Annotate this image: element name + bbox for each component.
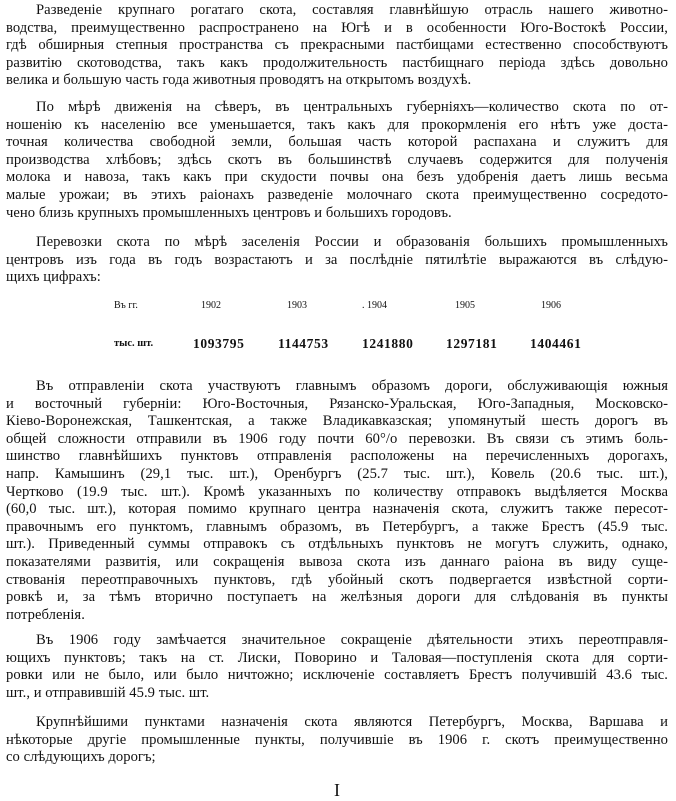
text-line: (60,0 тыс. шт.), которая помимо крупнаго центра назначенія скота, служитъ также пересот- bbox=[6, 501, 668, 518]
text-line: правочнымъ его пунктомъ, главнымъ образомъ, въ Петербургъ, а также Брестъ (45.9 тыс. bbox=[6, 518, 668, 535]
unit-label: тыс. шт. bbox=[114, 338, 154, 349]
text-line: гдѣ обширныя степныя пространства съ прекрасными пастбищами естественно способствуютъ bbox=[6, 37, 668, 54]
text-line: шт.). Приведенный суммы отправокъ съ отдѣльныхъ пунктовъ не могутъ служить, однако, bbox=[6, 536, 668, 553]
paragraph-cattle-breeding bbox=[6, 2, 668, 90]
paragraph-transport-growth bbox=[6, 234, 668, 287]
text-line: ровки или не было, или было ничтожно; исключеніе составляетъ Брестъ получившій 43.6 тыс. bbox=[6, 667, 668, 684]
text-line: и восточный губерніи: Юго-Восточныя, Рязанско-Уральская, Юго-Западныя, Московско- bbox=[6, 395, 668, 412]
paragraph-1906-reduction bbox=[6, 632, 668, 702]
text-line: напр. Камышинъ (29,1 тыс. шт.), Оренбургъ (25.7 тыс. шт.), Ковель (20.6 тыс. шт.), bbox=[6, 465, 668, 482]
text-line: Чертково (19.9 тыс. шт.). Кромѣ указанныхъ по количеству отправокъ выдѣляется Москва bbox=[6, 483, 668, 500]
value-1902: 1093795 bbox=[193, 336, 245, 351]
paragraph-dispatch-roads bbox=[6, 378, 668, 624]
text-line: развитію скотоводства, такъ какъ продолжительность пастбищнаго періода здѣсь довольно bbox=[6, 54, 668, 71]
year-1904: . 1904 bbox=[362, 300, 387, 311]
year-1906: 1906 bbox=[541, 300, 561, 311]
text-line: водства, преимущественно распространено на Югѣ и в особенности Юго-Востокѣ России, bbox=[6, 19, 668, 36]
text-line: ношенію къ населенію все уменьшается, такъ какъ для прокормленія его нѣтъ уже доста- bbox=[6, 116, 668, 133]
value-1904: 1241880 bbox=[362, 336, 414, 351]
value-1903: 1144753 bbox=[278, 336, 329, 351]
text-line: общей сложности отправили въ 1906 году почти 60°/о перевозки. Въ связи съ этимъ боль- bbox=[6, 430, 668, 447]
text-line: По мѣрѣ движенія на сѣверъ, въ центральныхъ губерніяхъ—количество скота по от- bbox=[36, 99, 668, 115]
text-line: велика и большую часть года животныя проводятъ на открытомъ воздухѣ. bbox=[6, 72, 472, 89]
year-1905: 1905 bbox=[455, 300, 475, 311]
text-line: центровъ изъ года въ годъ возрастаютъ и за послѣдніе пятилѣтіе выражаются въ слѣдую- bbox=[6, 251, 668, 268]
text-line: показателями развитія, или сокращенія вывоза скота изъ даннаго раіона въ виду суще- bbox=[6, 553, 668, 570]
text-line: Крупнѣйшими пунктами назначенія скота являются Петербургъ, Москва, Варшава и bbox=[36, 714, 668, 730]
text-line: Въ отправленіи скота участвуютъ главнымъ образомъ дороги, обслуживающія южныя bbox=[36, 378, 668, 394]
year-1902: 1902 bbox=[201, 300, 221, 311]
year-1903: 1903 bbox=[287, 300, 307, 311]
text-line: Кіево-Воронежская, Ташкентская, а также Владикавказская; упомянутый шесть дорогъ въ bbox=[6, 413, 668, 430]
text-line: производства хлѣбовъ; здѣсь скотъ въ большинствѣ случаевъ содержится для полученія bbox=[6, 151, 668, 168]
text-line: малые урожаи; въ этихъ раіонахъ разведеніе молочнаго скота преимущественно сосредото- bbox=[6, 186, 668, 203]
text-line: шт., и отправившій 45.9 тыс. шт. bbox=[6, 684, 210, 701]
value-1906: 1404461 bbox=[530, 336, 582, 351]
text-line: Въ 1906 году замѣчается значительное сокращеніе дѣятельности этихъ переотправля- bbox=[36, 632, 668, 648]
text-line: щихъ цифрахъ: bbox=[6, 269, 101, 286]
text-line: ствованія переотправочныхъ пунктовъ, гдѣ убойный скотъ подвергается извѣстной сорти- bbox=[6, 571, 668, 588]
paragraph-destinations bbox=[6, 714, 668, 767]
text-line: шинство главнѣйшихъ пунктовъ отправленія расположены на перечисленныхъ дорогахъ, bbox=[6, 448, 668, 465]
text-line: нѣкоторые другіе промышленные пункты, получившіе въ 1906 г. скотъ преимущественно bbox=[6, 731, 668, 748]
cattle-transport-table bbox=[0, 300, 676, 360]
value-1905: 1297181 bbox=[446, 336, 498, 351]
text-line: точная количества свободной земли, большая часть которой распахана и служитъ для bbox=[6, 134, 668, 151]
paragraph-northward-decrease bbox=[6, 99, 668, 222]
page-number: I bbox=[334, 780, 340, 800]
year-label: Въ гг. bbox=[114, 300, 138, 311]
text-line: Перевозки скота по мѣрѣ заселенія России и образованія большихъ промышленныхъ bbox=[36, 234, 668, 250]
text-line: потребленія. bbox=[6, 606, 85, 623]
text-line: ющихъ пунктовъ; такъ на ст. Лиски, Поворино и Таловая—поступленія скота для сорти- bbox=[6, 649, 668, 666]
text-line: чено близь крупныхъ промышленныхъ центровъ и большихъ городовъ. bbox=[6, 204, 452, 221]
text-line: ровкѣ и, за тѣмъ вторично поступаетъ на желѣзныя дороги для слѣдованія въ пункты bbox=[6, 589, 668, 606]
text-line: молока и навоза, такъ какъ при скудости почвы она безъ удобренія даетъ лишь весьма bbox=[6, 169, 668, 186]
text-line: Разведеніе крупнаго рогатаго скота, составляя главнѣйшую отрасль нашего животно- bbox=[36, 2, 668, 18]
text-line: со слѣдующихъ дорогъ; bbox=[6, 749, 156, 766]
